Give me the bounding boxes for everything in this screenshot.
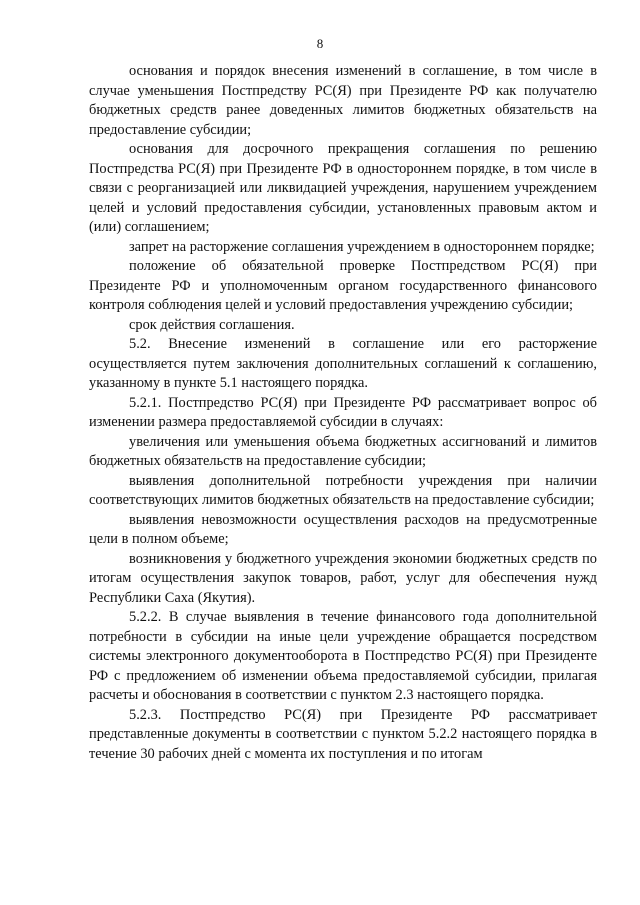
paragraph-5-2-1: 5.2.1. Постпредство РС(Я) при Президенте РФ рассматривает вопрос об изменении размера предоставляемой субсидии в случаях: (89, 394, 597, 430)
paragraph-5-2: 5.2. Внесение изменений в соглашение или его расторжение осуществляется путем заключения дополнительных соглашений к соглашению, указанному в пункте 5.1 настоящего порядка. (89, 336, 597, 391)
paragraph-early-termination: основания для досрочного прекращения соглашения по решению Постпредства РС(Я) при Президенте РФ в одностороннем порядке, в том числе в связи с реорганизацией или ликвидацией учреждения, нарушением учреждением целей и условий предоставления субсидии, установленных правовым актом и (или) соглашением; (89, 141, 597, 235)
paragraph-5-2-2: 5.2.2. В случае выявления в течение финансового года дополнительной потребности в субсидии на иные цели учреждение обращается посредством системы электронного документооборота в Постпредство РС(Я) при Президенте РФ с предложением об изменении объема предоставляемой субсидии, прилагая расчеты и обоснования в соответствии с пунктом 2.3 настоящего порядка. (89, 609, 597, 703)
paragraph-additional-need: выявления дополнительной потребности учреждения при наличии соответствующих лимитов бюджетных обязательств на предоставление субсидии; (89, 472, 597, 508)
paragraph-agreement-term: срок действия соглашения. (129, 316, 295, 333)
paragraph-5-2-3: 5.2.3. Постпредство РС(Я) при Президенте РФ рассматривает представленные документы в соответствии с пунктом 5.2.2 настоящего порядка в течение 30 рабочих дней с момента их поступления и по итогам (89, 706, 597, 762)
page-number: 8 (316, 36, 324, 51)
paragraph-compliance-check: положение об обязательной проверке Постпредством РС(Я) при Президенте РФ и уполномоченным органом государственного финансового контроля соблюдения целей и условий предоставления учреждению субсидии; (89, 258, 597, 313)
paragraph-savings: возникновения у бюджетного учреждения экономии бюджетных средств по итогам осуществления закупок товаров, работ, услуг для обеспечения нужд Республики Саха (Якутия). (89, 550, 597, 606)
paragraph-budget-change: увеличения или уменьшения объема бюджетных ассигнований и лимитов бюджетных обязательств на предоставление субсидии; (89, 433, 597, 469)
document-body (89, 62, 597, 764)
paragraph-impossibility: выявления невозможности осуществления расходов на предусмотренные цели в полном объеме; (89, 511, 597, 547)
paragraph-termination-ban: запрет на расторжение соглашения учреждением в одностороннем порядке; (129, 238, 595, 255)
paragraph-amendment-grounds: основания и порядок внесения изменений в соглашение, в том числе в случае уменьшения Постпредству РС(Я) при Президенте РФ как получателю бюджетных средств ранее доведенных лимитов бюджетных обязательств на предоставление субсидии; (89, 63, 597, 138)
